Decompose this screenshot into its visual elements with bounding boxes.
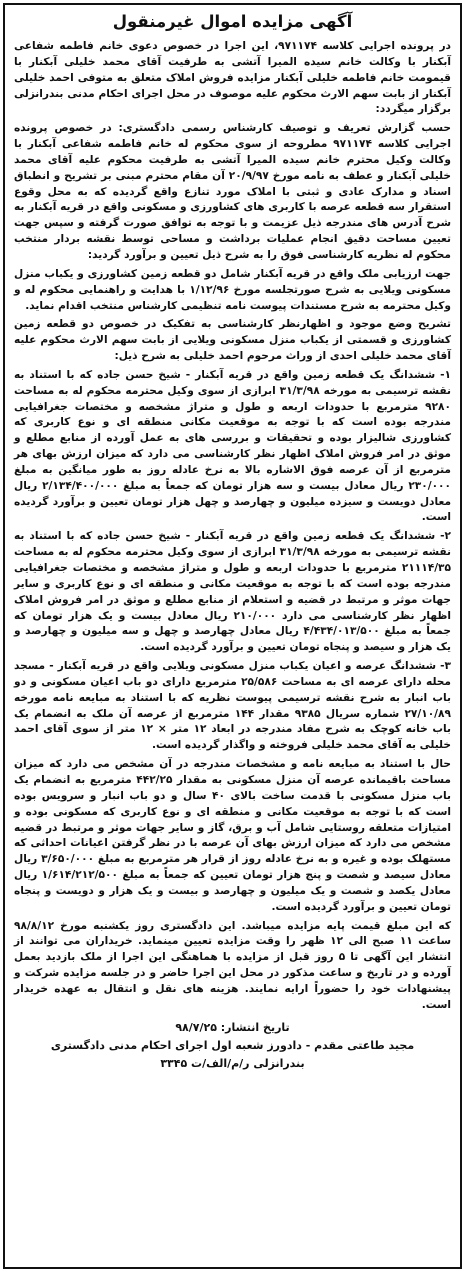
- paragraph-item-2: ۲- ششدانگ یک قطعه زمین واقع در قریه آبکنار - شیخ حسن جاده که با استناد به نقشه ترسیمی به مورخه ۳۱/۳/۹۸ ابرازی از سوی وکیل محترمه محکوم له به مساحت ۲۱۱۱۴/۳۵ مترمربع با حدودات اربعه و طول و متراژ مشخصه و مختصات جغرافیایی مندرجه بوده است که با توجه به موقعیت مکانی و منطقه ای و نوع کاربری و سایر جهات موثر و مرتبط در قضیه و استعلام از منابع مطلع و موثق در امر فروش املاک اظهار نظر کارشناسی می دارد ۲۱۰/۰۰۰ ریال معادل بیست و یک هزار تومان که جمعاً به مبلغ ۴/۴۳۴/۰۱۳/۵۰۰ ریال معادل چهارصد و چهل و سه میلیون و چهارصد و یک هزار و سیصد و پنجاه تومان تعیین و برآورد گردیده است.: [14, 530, 451, 654]
- reference-line: بندرانزلی ر/م/الف/ت ۳۳۴۵: [160, 1056, 305, 1070]
- paragraph-expert-report: حسب گزارش تعریف و توصیف کارشناس رسمی دادگستری: در خصوص پرونده اجرایی کلاسه ۹۷۱۱۷۴ مطروحه از سوی محکوم له خانم فاطمه شفاعی آبکنار با وکالت وکیل محترم خانم سیده المیرا آتشی به طرفیت محکوم علیه آقای محمد خلیلی آبکنار و عطف به نامه مورخ ۲۰/۹/۹۷ آن مقام محترم مبنی بر تشریح و انطباق اسناد و مدارک عادی و ثبتی با املاک مورد تنازع واقع گردیده که به محل وقوع استقرار سه قطعه عرصه با کاربری های کشاورزی و مسکونی واقع در قریه آبکنار به شرح آدرس های مندرجه ذیل عزیمت و با توجه به توافق صورت گرفته و سپس جهت تعیین مساحت دقیق انجام عملیات برداشت و مساحی توسط نقشه بردار منتخب محکوم له نظریه کارشناسی فوق را به شرح ذیل تعیین و برآورد گردید:: [14, 122, 452, 261]
- signature-line: مجید طاعتی مقدم - دادورز شعبه اول اجرای احکام مدنی دادگستری: [50, 1038, 415, 1052]
- paragraph-item-3-valuation: حال با استناد به مبایعه نامه و مشخصات مندرجه در آن مشخص می دارد که میزان مساحت باقیمانده عرصه آن منزل مسکونی به مقدار ۴۴۲/۲۵ مترمربع به انضمام یک باب منزل مسکونی با قدمت ساخت بالای ۴۰ سال و دو باب انبار و سرویس بوده است که با توجه به موقعیت مکانی و منطقه ای و نوع کاربری که مسکونی بوده و امتیازات متعلقه روستایی شامل آب و برق، گاز و سایر جهات موثر و مرتبط در قضیه مشخص می دارد که میزان ارزش بهای آن عرصه با در نظر گرفتن اعیانات احداثی که مستهلک بوده و غیره و به نرخ عادله روز از قرار هر مترمربع به مبلغ ۳/۶۵۰/۰۰۰ ریال معادل سیصد و شصت و پنج هزار تومان تعیین که جمعاً به مبلغ ۱/۶۱۴/۲۱۲/۵۰۰ ریال معادل یکصد و شصت و یک میلیون و چهارصد و بیست و یک هزار و دویست و پنجاه تومان تعیین و برآورد گردیده است.: [14, 758, 451, 913]
- publish-date: تاریخ انتشار: ۹۸/۷/۲۵: [175, 1020, 290, 1034]
- notice-title: آگهی مزایده اموال غیرمنقول: [112, 12, 353, 31]
- paragraph-item-1: ۱- ششدانگ یک قطعه زمین واقع در قریه آبکنار - شیخ حسن جاده که با استناد به نقشه ترسیمی به مورخه ۳۱/۳/۹۸ ابرازی از سوی وکیل محترمه محکوم له به مساحت ۹۲۸۰ مترمربع با حدودات اربعه و طول و متراژ مشخصه و مختصات جغرافیایی مندرجه بوده است که با توجه به موقعیت مکانی منطقه ای و نوع کاربری که کشاورزی شالیزار بوده و تحقیقات و بررسی های به عمل آورده از منابع مطلع و موثق در امر فروش املاک اظهار نظر کارشناسی می دارد که میزان ارزش بهای هر مترمربع از آن عرصه فوق الاشاره بالا به نرخ عادله روز به طور میانگین به مبلغ ۲۳۰/۰۰۰ ریال معادل بیست و سه هزار تومان که جمعاً به مبلغ ۲/۱۳۴/۴۰۰/۰۰۰ ریال معادل دویست و سیزده میلیون و چهارصد و چهل هزار تومان تعیین و برآورد گردیده است.: [14, 368, 451, 524]
- paragraph-assessment-scope: جهت ارزیابی ملک واقع در قریه آبکنار شامل دو قطعه زمین کشاورزی و یکباب منزل مسکونی ویلایی به شرح صورتجلسه مورخ ۱/۱۲/۹۶ با هدایت و راهنمایی محکوم له و وکیل محترمه به شرح مستندات پیوست نامه تنظیمی کارشناس منتخب اقدام نماید.: [14, 267, 451, 312]
- notice-body: [14, 39, 451, 1014]
- notice-frame: [3, 3, 462, 1269]
- paragraph-auction-terms: که این مبلغ قیمت پایه مزایده میباشد. این دادگستری روز یکشنبه مورخ ۹۸/۸/۱۲ ساعت ۱۱ صبح الی ۱۲ ظهر را وقت مزایده تعیین مینماید. خریداران می توانند از انتشار این آگهی تا ۵ روز قبل از مزایده با هماهنگی این اجرا از ملک بازدید بعمل آورده و در تاریخ و ساعت مذکور در محل این اجرا حاضر و در جلسه مزایده شرکت و پیشنهادات خود را حضوراً ارایه نمایند. هزینه های نقل و انتقال به عهده خریدار است.: [14, 919, 451, 1011]
- paragraph-breakdown-intro: تشریح وضع موجود و اظهارنظر کارشناسی به تفکیک در خصوص دو قطعه زمین کشاورزی و قسمتی از یکباب منزل مسکونی ویلایی از بابت سهم الارث محکوم علیه آقای محمد خلیلی احدی از وراث مرحوم احمد خلیلی به شرح ذیل:: [14, 318, 451, 363]
- paragraph-intro: در پرونده اجرایی کلاسه ۹۷۱۱۷۴، این اجرا در خصوص دعوی خانم فاطمه شفاعی آبکنار با وکالت خانم سیده المیرا آتشی به طرفیت آقای محمد خلیلی آبکنار با قیمومت خانم فاطمه خلیلی آبکنار مزایده فروش املاک متعلق به متوفی احمد خلیلی آبکنار از بابت سهم الارث محکوم علیه موصوف در محل اجرای احکام مدنی بندرانزلی برگزار میگردد:: [14, 40, 451, 116]
- paragraph-item-3: ۳- ششدانگ عرصه و اعیان یکباب منزل مسکونی ویلایی واقع در قریه آبکنار - مسجد محله دارای عرصه ای به مساحت ۲۵/۵۸۶ مترمربع دارای دو باب اعیان مسکونی و دو باب انبار به شرح نقشه ترسیمی پیوست نظریه که با استناد به مبایعه نامه مورخه ۲۷/۱۰/۸۹ شماره سریال ۹۳۸۵ مقدار ۱۴۴ مترمربع از عرصه آن ملک به انضمام یک باب خانه کوچک به شرح مفاد مندرجه در ابعاد ۱۲ متر × ۱۲ متر از سوی آقای احمد خلیلی به آقای محمد خلیلی فروخته و واگذار گردیده است.: [14, 660, 452, 752]
